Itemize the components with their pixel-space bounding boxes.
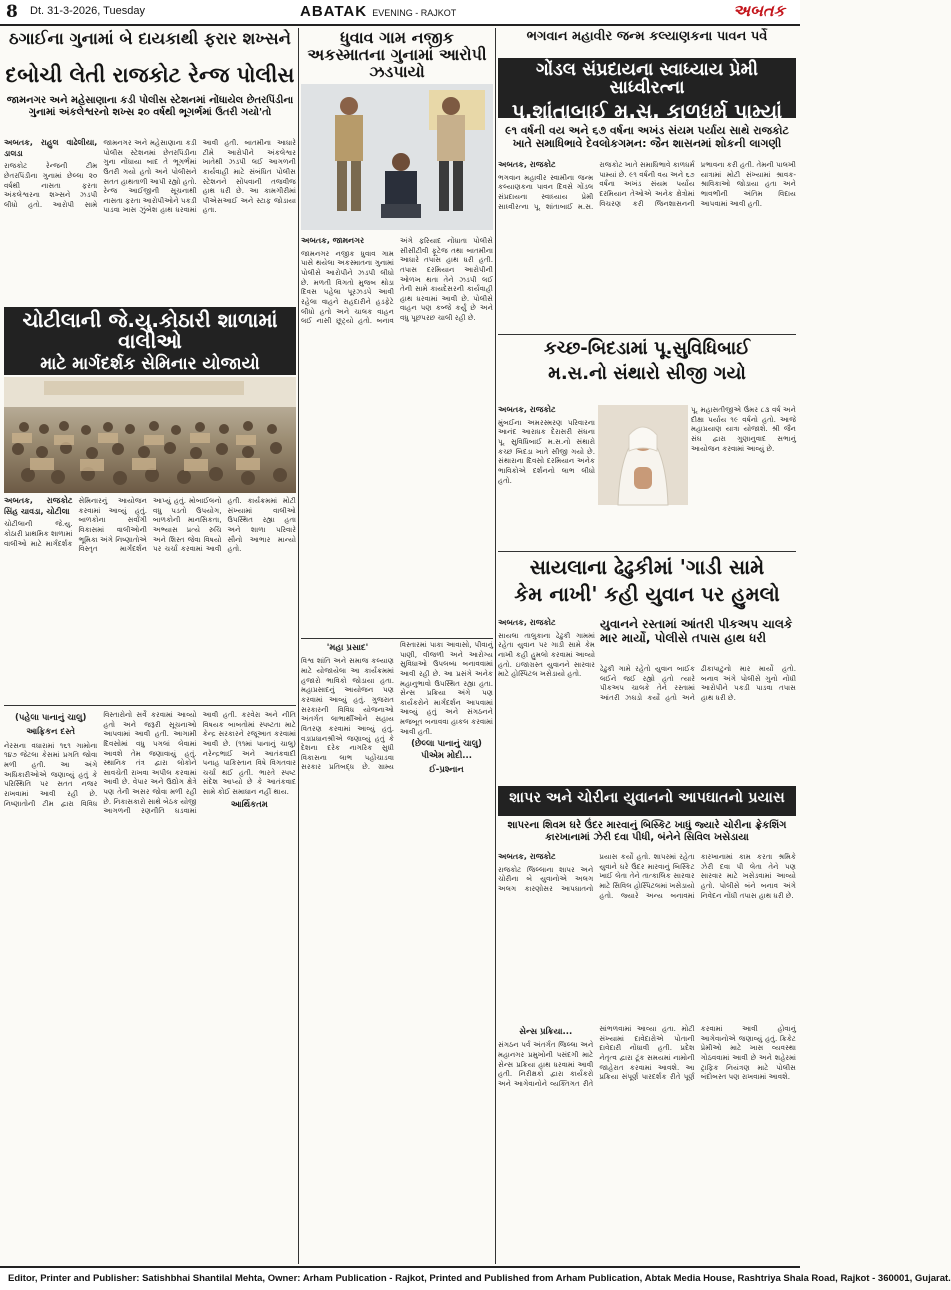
article-continued-left [4,710,296,1262]
article-body: સાયલા તાલુકાના ઢેઢુકી ગામમાં રહેતા યુવાન પર ગાડી સામે કેમ નાખી કહી હુમલો કરવામાં આવ્યો હતો. ઇજાગ્રસ્ત યુવાનને સારવાર માટે હોસ્પિટલ ખસેડાયો હતો. [498,630,595,679]
article-continued-middle [301,640,493,1262]
sadhvi-portrait-image [598,405,688,505]
section-rule [4,705,296,706]
byline: અબતક, રાજકોટ [498,160,556,169]
section-rule [301,638,493,639]
headline-line2: મ.સ.નો સંથારો સીજી ગયો [548,362,746,384]
headline-line2: પૂ.શાંતાબાઈ મ.સ. કાળધર્મ પામ્યાં [511,98,783,123]
section-rule [498,551,796,552]
headline-sayla [498,557,796,605]
sadhvi-portrait-photo [598,405,688,505]
column-rule [495,28,496,1264]
imprint-footer: Editor, Printer and Publisher: Satishbhai Shantilal Mehta, Owner: Arham Publication - Rajkot, Printed and Published from Arham Publication, Abtak Media House, Rashtriya Shala Road, Rajkot - 360001, Gujarat. [0,1266,800,1290]
article-body: વિશ્વ શાંતિ અને સમાજ કલ્યાણ માટે યોજાયેલા આ કાર્યક્રમમાં હજારો ભાવિકો જોડાયા હતા. મહાપ્રસાદનું આયોજન પણ કરવામાં આવ્યું હતું. ગુજરાત સરકારની વિવિધ યોજનાઓ અંતર્ગત લાભાર્થીઓને સહાય વિતરણ કરવામાં આવ્યું હતું. વડાપ્રધાનશ્રીએ જણાવ્યું હતું કે દેશના દરેક નાગરિક સુધી વિકાસના લાભ પહોંચાડવા સરકાર પ્રતિબદ્ધ છે. ગ્રામ્ય વિસ્તારમાં પાકા આવાસો, પીવાનું પાણી, વીજળી અને આરોગ્ય સુવિધાઓ ઉપલબ્ધ બનાવવામાં આવી રહી છે. આ પ્રસંગે અનેક મહાનુભાવો ઉપસ્થિત રહ્યા હતા. સેન્સ પ્રક્રિયા અંગે પણ કાર્યકરોને માર્ગદર્શન આપવામાં આવ્યું હતું અને સંગઠનને મજબૂત બનાવવા હાકલ કરવામાં આવી હતી. [301,640,493,772]
byline: અબતક, રાજકોટ સિંહ ચાવડા, ચોટીલા [4,496,73,516]
article-body: સંગઠન પર્વ અંતર્ગત જિલ્લા અને મહાનગર પ્રમુખોની પસંદગી માટે સેન્સ પ્રક્રિયા હાથ ધરવામાં આવી હતી. નિરીક્ષકો દ્વારા કાર્યકરો અને આગેવાનોને વ્યક્તિગત રીતે સાંભળવામાં આવ્યા હતા. મોટી સંખ્યામાં દાવેદારોએ પોતાની દાવેદારી નોંધાવી હતી. પ્રદેશ નેતૃત્વ દ્વારા ટૂંક સમયમાં નામોની જાહેરાત કરવામાં આવશે. આ પ્રક્રિયા સંપૂર્ણ પારદર્શક રીતે પૂર્ણ કરવામાં આવી હોવાનું આગેવાનોએ જણાવ્યું હતું. ક્રિકેટ પ્રેમીઓ માટે ખાસ વ્યવસ્થા ગોઠવવામાં આવી છે અને શહેરમાં ટ્રાફિક નિયંત્રણ માટે પોલીસ બંદોબસ્ત પણ રાખવામાં આવશે. [498,1024,796,1088]
article-body: નેરસના વધારામાં ૧૬૧ ગામોના ૧૪૭ જેટલા કેસમાં પ્રગતિ જોવા મળી હતી. આ અંગે અધિકારીઓએ જણાવ્યું હતું કે પરિસ્થિતિ પર સતત નજર રાખવામાં આવી રહી છે. નિષ્ણાતોની ટીમ દ્વારા વિવિધ વિસ્તારોનો સર્વે કરવામાં આવ્યો હતો અને જરૂરી સૂચનાઓ આપવામાં આવી હતી. આગામી દિવસોમાં વધુ પગલાં લેવામાં આવશે તેમ જણાવાયું હતું. સ્થાનિક તંત્ર દ્વારા લોકોને સાવચેતી રાખવા અપીલ કરવામાં આવી છે. વેપાર અને ઉદ્યોગ ક્ષેત્રે પણ તેની અસર જોવા મળી રહી છે. નિકાસકારો સાથે બેઠક યોજી આગળની રણનીતિ ઘડવામાં આવી હતી. કરવેરા અને નીતિ વિષયક બાબતોમાં સ્પષ્ટતા માટે કેન્દ્ર સરકારને રજૂઆત કરવામાં આવી છે. (૧૧માં પાનાનું ચાલુ) નરેન્દ્રભાઈ અને આતંકવાદી પનાહ પાકિસ્તાન વિષે વિગતવાર ચર્ચા થઈ હતી. ભારતે સ્પષ્ટ સંદેશ આપ્યો છે કે આતંકવાદ સામે કોઈ સમાધાન નહીં થાય. [4,710,296,816]
article-body: જામનગર નજીક ધુવાવ ગામ પાસે થયેલા અકસ્માતના ગુનામાં પોલીસે આરોપીને ઝડપી લીધો છે. મળતી વિગતો મુજબ થોડા દિવસ પહેલા પૂરઝડપે આવી રહેલા વાહને રાહદારીને હડફેટે લીધો હતો અને ચાલક વાહન લઈ નાસી છૂટ્યો હતો. બનાવ અંગે ફરિયાદ નોંધાતા પોલીસે સીસીટીવી ફૂટેજ તથા બાતમીના આધારે તપાસ હાથ ધરી હતી. તપાસ દરમિયાન આરોપીની ઓળખ થતા તેને ઝડપી લઈ તેની સામે કાયદેસરની કાર્યવાહી હાથ ધરવામાં આવી છે. પોલીસે વાહન પણ કબ્જે કર્યું છે અને વધુ પૂછપરછ ચાલી રહી છે. [301,236,493,326]
article-body: મુંબઈના અમરસ્મરણ પરિવારના આનંદ આરાધક દેરાસરી સંઘના પૂ. સુવિધિબાઈ મ.સ.નો સંથારો કચ્છ બિદડા ખાતે સીજી ગયો છે. સંથારાના દિવસો દરમિયાન અનેક ભાવિકોએ દર્શનનો લાભ લીધો હતો. [498,417,595,485]
headline-shapar: શાપર અને ચોરીના યુવાનનો આપઘાતનો પ્રયાસ [498,786,796,816]
article-body: રાજકોટ રેન્જની ટીમ છેતરપિંડીના ગુનામાં છેલ્લા ૨૦ વર્ષથી નાસતા ફરતા અંકલેશ્વરના શખ્સને ઝડપી લીધો હતો. આરોપી સામે જામનગર અને મહેસાણાના કડી પોલીસ સ્ટેશનમાં છેતરપિંડીના ગુના નોંધાયા બાદ તે ભૂગર્ભમાં ઉતરી ગયો હતો અને પોલીસને સતત હાથતાળી આપી રહ્યો હતો. રેન્જ આઈજીની સૂચનાથી નાસતા ફરતા આરોપીઓને પકડી પાડવા ખાસ ઝુંબેશ હાથ ધરવામાં આવી હતી. બાતમીના આધારે ટીમે આરોપીને અંકલેશ્વર ખાતેથી ઝડપી લઈ આગળની કાર્યવાહી માટે સંબંધિત પોલીસ સ્ટેશનને સોંપવાની તજવીજ હાથ ધરી છે. આ કામગીરીમાં પીએસઆઈ અને સ્ટાફ જોડાયા હતા. [4,138,296,215]
article-kutch-right: પૂ. મહાસતીજીએ ઉંમર ૮૩ વર્ષ અને દીક્ષા પર્યાય ૧૯ વર્ષનો હતો. આજે મહાપ્રયાણ યાત્રા યોજાશે. શ્રી જૈન સંઘ દ્વારા ગુણાનુવાદ સભાનું આયોજન કરવામાં આવ્યું છે. [691,405,796,453]
brand-name [300,3,456,20]
crowd-image [4,377,296,493]
headline-rajkot-arrest-line2: દબોચી લેતી રાજકોટ રેન્જ પોલીસ [5,63,295,87]
byline: અબતક, રાજકોટ [498,405,556,414]
page-number: 8 [6,2,18,22]
headline-line1: ચોટીલાની જે.યુ.કોઠારી શાળામાં વાલીઓ [22,308,278,353]
article-accident [301,236,493,638]
subhead: (છેલ્લા પાનાનું ચાલુ) પીએમ મોદી... [411,739,482,761]
subhead: આર્થિકતમ [230,799,268,810]
seminar-audience-photo [4,377,296,493]
article-rajkot-arrest [4,138,296,304]
article-bottom-right [498,1024,796,1262]
subheadline-rajkot-arrest: જામનગર અને મહેસાણાના કડી પોલીસ સ્ટેશનમાં નોંધાયેલ છેતરપિંડીના ગુનામાં અંકલેશ્વરનો શખ્સ ૨૦ વર્ષથી ભૂગર્ભમાં ઉતરી ગયો'તો [6,95,294,118]
section-rule [498,334,796,335]
subheadline-sayla: યુવાનને રસ્તામાં આંતરી પીકઅપ ચાલકે માર માર્યો, પોલીસે તપાસ હાથ ધરી [600,617,793,646]
byline: અબતક, રાજકોટ [498,618,556,627]
brand-logo: અબતક [733,1,785,20]
headline-chotila-seminar [4,307,296,375]
article-sayla-right: ઢેઢુકી ગામે રહેતો યુવાન બાઈક લઈને જઈ રહ્યો હતો ત્યારે પીકઅપ ચાલકે તેને રસ્તામાં આંતરી ઝઘડો કર્યો હતો અને ઢીકાપાટુનો માર માર્યો હતો. બનાવ અંગે પોલીસે ગુનો નોંધી આરોપીને પકડી પાડવા તપાસ હાથ ધરી છે. [600,664,796,702]
headline-kutch [498,340,796,384]
headline-line1: સાયલાના ઢેઢુકીમાં 'ગાડી સામે [529,555,765,579]
article-body: ભગવાન મહાવીર સ્વામીના જન્મ કલ્યાણકના પાવન દિવસે ગોંડલ સંપ્રદાયના સ્વાધ્યાય પ્રેમી સાધ્વીરત્ના પૂ. શાંતાબાઈ મ.સ. રાજકોટ ખાતે સમાધિભાવે કાળધર્મ પામ્યાં છે. ૯૧ વર્ષની વય અને ૬૭ વર્ષના અખંડ સંયમ પર્યાય દરમિયાન તેઓએ અનેક ક્ષેત્રોમાં વિચરણ કરી જિનશાસનની પ્રભાવના કરી હતી. તેમની પાલખી યાત્રામાં મોટી સંખ્યામાં શ્રાવક-શ્રાવિકાઓ જોડાયા હતા અને ભાવભીની અંતિમ વિદાય આપવામાં આવી હતી. [498,160,796,211]
article-sayla-left [498,618,595,782]
headline-line1: ગોંડલ સંપ્રદાયના સ્વાધ્યાય પ્રેમી સાધ્વીરત્ના [536,60,758,99]
headline-jain [498,58,796,123]
brand-title: ABATAK [300,3,368,20]
byline: અબતક, રાજકોટ [498,852,556,861]
brand-suffix: EVENING - RAJKOT [372,8,457,18]
byline: અબતક, રાહુલ વાઢેલીયા, ડાલડા [4,138,98,158]
byline: અબતક, જામનગર [301,236,365,245]
headline-line2: કેમ નાખી' કહી યુવાન પર હુમલો [514,582,780,606]
article-kutch-left [498,405,595,547]
subhead: સેન્સ પ્રક્રિયા... [519,1027,573,1037]
subhead: ઈ-પ્રશ્નાન [429,765,464,776]
article-body: રાજકોટ જિલ્લાના શાપર અને ચોરીના બે યુવાનોએ અલગ અલગ કારણોસર આપઘાતનો પ્રયાસ કર્યો હતો. શાપરમાં રહેતા યુવાને ઘરે ઉંદર મારવાનું બિસ્કિટ ખાઈ લેતા તેને તાત્કાલિક સારવાર માટે સિવિલ હોસ્પિટલમાં ખસેડાયો હતો. જ્યારે અન્ય બનાવમાં કારખાનામાં કામ કરતા શ્રમિકે ઝેરી દવા પી લેતા તેને પણ સારવાર માટે ખસેડવામાં આવ્યો હતો. પોલીસે બંને બનાવ અંગે નિવેદન નોંધી તપાસ હાથ ધરી છે. [498,852,796,900]
headline-line2: માટે માર્ગદર્શક સેમિનાર યોજાયો [40,354,260,374]
subheadline-shapar: શાપરના શિવમ ઘરે ઉંદર મારવાનું બિસ્કિટ ખાધું જ્યારે ચોરીના ફ્રેકશિંગ કારખાનામાં ઝેરી દવા પીધી, બંનેને સિવિલ ખસેડાયા [507,820,787,843]
police-with-accused-image [301,84,493,230]
subhead: આફ્રિકન દસ્તે [26,727,76,738]
continued-label: (પહેલા પાનાનું ચાલુ) [14,713,87,723]
subhead: 'મહા પ્રસાદ' [326,643,369,653]
subheadline-jain: ૯૧ વર્ષની વય અને ૬૭ વર્ષના અખંડ સંયમ પર્યાય સાથે રાજકોટ ખાતે સમાધિભાવે દેવલોકગમન: જૈન શાસનમાં શોકની લાગણી [505,124,789,151]
headline-rajkot-arrest-line1: ઠગાઈના ગુનામાં બે દાયકાથી ફરાર શખ્સને [9,29,291,48]
article-body: ચોટીલાની જે.યુ. કોઠારી પ્રાથમિક શાળામાં વાલીઓ માટે માર્ગદર્શક સેમિનારનું આયોજન કરવામાં આવ્યું હતું. બાળકોના સર્વાંગી વિકાસમાં વાલીઓની ભૂમિકા અંગે નિષ્ણાતોએ વિસ્તૃત માર્ગદર્શન આપ્યું હતું. મોબાઈલનો વધુ પડતો ઉપયોગ, બાળકોની માનસિકતા, અભ્યાસ પ્રત્યે રુચિ અને શિસ્ત જેવા વિષયો પર ચર્ચા કરવામાં આવી હતી. કાર્યક્રમમાં મોટી સંખ્યામાં વાલીઓ ઉપસ્થિત રહ્યા હતા અને શાળા પરિવારે સૌનો આભાર માન્યો હતો. [4,496,296,554]
column-rule [298,28,299,1264]
headline-accident: ધુવાવ ગામ નજીક અકસ્માતના ગુનામાં આરોપી ઝડપાયો [307,28,487,81]
edition-date: Dt. 31-3-2026, Tuesday [30,5,145,17]
article-chotila-seminar [4,496,296,702]
accused-photo [301,84,493,230]
headline-jain-kicker: ભગવાન મહાવીર જન્મ કલ્યાણકના પાવન પર્વે [526,29,768,44]
article-shapar [498,852,796,1020]
article-jain [498,160,796,326]
masthead [0,0,800,26]
headline-line1: કચ્છ-બિદડામાં પૂ.સુવિધિબાઈ [543,338,750,359]
